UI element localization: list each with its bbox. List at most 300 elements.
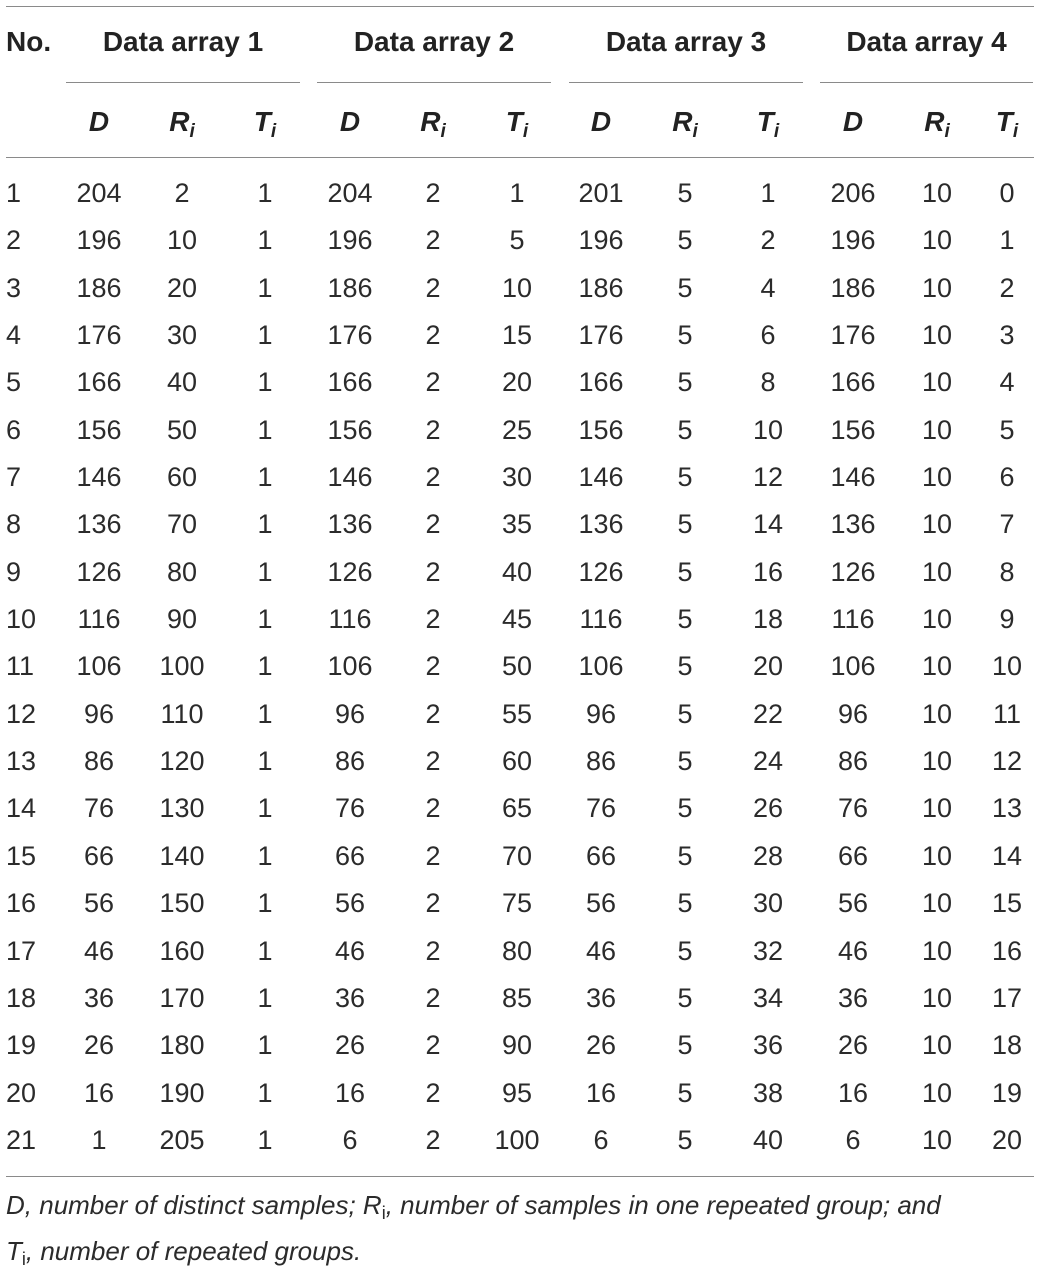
table-cell: 116 (831, 604, 875, 635)
table-cell: 1 (257, 651, 273, 682)
table-cell: 2 (425, 225, 441, 256)
row-number-cell: 16 (6, 888, 37, 919)
sub-header-symbol: D (88, 106, 110, 137)
sub-header-subscript: i (189, 121, 195, 142)
table-cell: 10 (921, 982, 953, 1013)
table-row (0, 785, 1040, 832)
footnote-d-symbol: D (6, 1190, 25, 1220)
table-cell: 30 (501, 462, 533, 493)
table-footnote (6, 1186, 1036, 1278)
table-row (0, 265, 1040, 312)
table-cell: 66 (837, 840, 869, 871)
table-cell: 204 (327, 178, 373, 208)
row-number-cell: 10 (6, 604, 37, 635)
table-cell: 2 (425, 414, 441, 445)
table-cell: 126 (76, 556, 122, 587)
table-row (0, 170, 1040, 217)
table-cell: 76 (837, 793, 869, 824)
sub-header-symbol: T (505, 106, 523, 137)
table-cell: 1 (257, 320, 273, 351)
table-cell: 76 (334, 793, 366, 824)
group-header-3: Data array 3 (605, 26, 767, 57)
table-cell: 1 (257, 272, 273, 303)
table-cell: 46 (334, 935, 366, 966)
table-cell: 5 (509, 225, 525, 256)
sub-header-r-i-group1 (142, 106, 222, 143)
table-cell: 10 (921, 1077, 953, 1108)
table-cell: 60 (166, 462, 198, 493)
table-cell: 5 (677, 509, 693, 540)
table-cell: 5 (677, 225, 693, 256)
sub-header-r-i-group3 (645, 106, 725, 143)
table-cell: 1 (257, 462, 273, 493)
table-cell: 16 (334, 1077, 366, 1108)
row-number-cell: 15 (6, 840, 37, 871)
table-cell: 1 (999, 225, 1015, 256)
table-cell: 96 (334, 698, 366, 729)
group-header-2: Data array 2 (353, 26, 515, 57)
table-cell: 5 (677, 272, 693, 303)
header-no: No. (6, 26, 52, 57)
table-cell: 2 (425, 272, 441, 303)
table-row (0, 407, 1040, 454)
row-number-cell: 2 (6, 225, 22, 256)
table-cell: 5 (677, 178, 693, 208)
row-number-cell: 13 (6, 746, 37, 777)
table-cell: 10 (921, 604, 953, 635)
row-number-cell: 11 (6, 651, 35, 682)
table-cell: 196 (578, 225, 624, 256)
table-cell: 1 (91, 1124, 107, 1155)
sub-header-d-group3 (561, 106, 641, 138)
table-cell: 1 (257, 414, 273, 445)
header-bottom-rule (6, 157, 1034, 158)
table-cell: 10 (166, 225, 198, 256)
table-cell: 2 (425, 556, 441, 587)
row-number-cell: 3 (6, 272, 22, 303)
table-cell: 10 (921, 367, 953, 398)
sub-header-d-group4 (813, 106, 893, 138)
table-row (0, 928, 1040, 975)
table-cell: 10 (921, 178, 953, 208)
table-cell: 2 (425, 840, 441, 871)
table-cell: 10 (921, 840, 953, 871)
table-cell: 70 (501, 840, 533, 871)
table-cell: 166 (76, 367, 122, 398)
table-cell: 5 (677, 935, 693, 966)
table-cell: 12 (752, 462, 784, 493)
table-cell: 2 (425, 367, 441, 398)
table-cell: 136 (327, 509, 373, 540)
table-cell: 5 (677, 746, 693, 777)
table-cell: 20 (166, 272, 198, 303)
row-number-cell: 21 (6, 1124, 37, 1155)
footnote-t-text: , number of repeated groups. (25, 1236, 362, 1266)
table-cell: 2 (425, 509, 441, 540)
table-cell: 10 (752, 414, 784, 445)
sub-header-symbol: D (842, 106, 864, 137)
table-cell: 6 (999, 462, 1015, 493)
table-cell: 10 (921, 793, 953, 824)
table-cell: 106 (578, 651, 624, 682)
table-cell: 86 (334, 746, 366, 777)
table-cell: 6 (845, 1124, 861, 1155)
table-cell: 16 (991, 935, 1023, 966)
table-cell: 186 (830, 272, 876, 303)
table-cell: 1 (257, 793, 273, 824)
table-cell: 1 (257, 888, 273, 919)
table-bottom-rule (6, 1176, 1034, 1177)
footnote-r-sub: i (381, 1203, 386, 1223)
table-cell: 1 (257, 1077, 273, 1108)
table-cell: 126 (327, 556, 373, 587)
table-cell: 76 (585, 793, 617, 824)
sub-header-t-i-group2 (477, 106, 557, 143)
table-cell: 130 (159, 793, 205, 824)
table-cell: 18 (991, 1030, 1023, 1061)
table-cell: 1 (257, 698, 273, 729)
table-cell: 2 (425, 1030, 441, 1061)
table-cell: 5 (999, 414, 1015, 445)
table-cell: 20 (501, 367, 533, 398)
footnote-t-sub: i (21, 1249, 26, 1269)
table-cell: 12 (991, 746, 1023, 777)
table-cell: 1 (257, 1124, 273, 1155)
table-cell: 186 (76, 272, 122, 303)
sub-header-t-i-group3 (728, 106, 808, 143)
table-row (0, 501, 1040, 548)
table-cell: 5 (677, 1077, 693, 1108)
table-cell: 196 (830, 225, 876, 256)
row-number-cell: 5 (6, 367, 22, 398)
table-cell: 2 (425, 462, 441, 493)
table-cell: 176 (327, 320, 373, 351)
table-cell: 86 (837, 746, 869, 777)
table-cell: 26 (752, 793, 784, 824)
table-cell: 5 (677, 698, 693, 729)
table-cell: 5 (677, 367, 693, 398)
table-cell: 106 (830, 651, 876, 682)
table-cell: 15 (991, 888, 1023, 919)
table-cell: 66 (83, 840, 115, 871)
table-cell: 10 (921, 888, 953, 919)
table-cell: 40 (166, 367, 198, 398)
table-cell: 6 (593, 1124, 609, 1155)
sub-header-symbol: D (590, 106, 612, 137)
table-row (0, 1070, 1040, 1117)
sub-header-r-i-group4 (897, 106, 977, 143)
table-cell: 14 (991, 840, 1023, 871)
table-row (0, 312, 1040, 359)
table-cell: 10 (991, 651, 1023, 682)
table-cell: 1 (257, 556, 273, 587)
table-cell: 10 (921, 935, 953, 966)
table-cell: 76 (83, 793, 115, 824)
table-cell: 2 (174, 178, 190, 208)
table-cell: 196 (327, 225, 373, 256)
table-cell: 116 (328, 604, 372, 635)
sub-header-symbol: T (253, 106, 271, 137)
table-cell: 10 (921, 509, 953, 540)
table-cell: 150 (159, 888, 205, 919)
table-cell: 160 (159, 935, 205, 966)
table-cell: 85 (501, 982, 533, 1013)
table-cell: 38 (752, 1077, 784, 1108)
table-row (0, 454, 1040, 501)
table-cell: 5 (677, 462, 693, 493)
table-cell: 30 (166, 320, 198, 351)
table-cell: 146 (327, 462, 373, 493)
table-cell: 146 (578, 462, 624, 493)
table-cell: 2 (760, 225, 776, 256)
table-cell: 7 (999, 509, 1015, 540)
table-cell: 50 (166, 414, 198, 445)
table-cell: 96 (837, 698, 869, 729)
table-cell: 80 (166, 556, 198, 587)
table-cell: 1 (257, 982, 273, 1013)
table-cell: 28 (752, 840, 784, 871)
table-cell: 56 (585, 888, 617, 919)
table-cell: 136 (578, 509, 624, 540)
table-cell: 5 (677, 604, 693, 635)
sub-header-subscript: i (440, 121, 446, 142)
table-cell: 116 (579, 604, 623, 635)
table-cell: 2 (425, 604, 441, 635)
table-cell: 136 (830, 509, 876, 540)
table-cell: 10 (921, 651, 953, 682)
table-cell: 35 (501, 509, 533, 540)
group-header-4: Data array 4 (846, 26, 1007, 57)
table-cell: 26 (83, 1030, 115, 1061)
table-cell: 100 (159, 651, 205, 682)
group-rule-4 (820, 82, 1033, 83)
table-cell: 60 (501, 746, 533, 777)
table-cell: 170 (159, 982, 205, 1013)
table-cell: 16 (83, 1077, 115, 1108)
table-row (0, 359, 1040, 406)
table-cell: 24 (752, 746, 784, 777)
table-cell: 2 (425, 746, 441, 777)
table-row (0, 691, 1040, 738)
table-cell: 10 (921, 272, 953, 303)
table-cell: 1 (257, 746, 273, 777)
table-cell: 1 (257, 935, 273, 966)
table-cell: 5 (677, 320, 693, 351)
group-header-1: Data array 1 (102, 26, 264, 57)
group-rule-3 (569, 82, 803, 83)
table-cell: 96 (585, 698, 617, 729)
table-cell: 5 (677, 793, 693, 824)
table-cell: 26 (334, 1030, 366, 1061)
row-number-cell: 9 (6, 556, 22, 587)
table-cell: 166 (578, 367, 624, 398)
row-number-cell: 20 (6, 1077, 37, 1108)
table-cell: 5 (677, 414, 693, 445)
table-cell: 90 (501, 1030, 533, 1061)
table-cell: 86 (83, 746, 115, 777)
table-cell: 10 (921, 1030, 953, 1061)
table-cell: 8 (999, 556, 1015, 587)
table-cell: 46 (837, 935, 869, 966)
sub-header-symbol: R (924, 106, 945, 137)
table-cell: 26 (585, 1030, 617, 1061)
table-cell: 5 (677, 982, 693, 1013)
table-cell: 110 (160, 698, 204, 729)
table-cell: 1 (257, 367, 273, 398)
table-cell: 10 (921, 1124, 953, 1155)
footnote-d-text: , number of distinct samples; (24, 1190, 363, 1220)
table-row (0, 738, 1040, 785)
table-row (0, 833, 1040, 880)
row-number-cell: 19 (6, 1030, 37, 1061)
table-cell: 16 (837, 1077, 869, 1108)
table-cell: 120 (159, 746, 205, 777)
table-cell: 46 (83, 935, 115, 966)
table-cell: 1 (257, 840, 273, 871)
table-cell: 10 (921, 746, 953, 777)
table-cell: 16 (585, 1077, 617, 1108)
table-cell: 17 (991, 982, 1023, 1013)
sub-header-d-group2 (310, 106, 390, 138)
table-cell: 206 (830, 178, 876, 208)
table-cell: 2 (425, 793, 441, 824)
table-cell: 1 (760, 178, 776, 208)
table-cell: 180 (159, 1030, 205, 1061)
table-row (0, 880, 1040, 927)
table-cell: 90 (166, 604, 198, 635)
table-cell: 4 (999, 367, 1015, 398)
sub-header-r-i-group2 (393, 106, 473, 143)
sub-header-subscript: i (1012, 121, 1019, 142)
table-row (0, 975, 1040, 1022)
group-rule-1 (66, 82, 300, 83)
sub-header-symbol: T (756, 106, 774, 137)
table-cell: 26 (837, 1030, 869, 1061)
footnote-r-text: , number of samples in one repeated group; and (385, 1190, 941, 1220)
table-cell: 40 (501, 556, 533, 587)
table-cell: 50 (501, 651, 533, 682)
row-number-cell: 7 (6, 462, 22, 493)
table-cell: 106 (327, 651, 373, 682)
table-cell: 176 (578, 320, 624, 351)
table-cell: 190 (159, 1077, 205, 1108)
table-cell: 196 (76, 225, 122, 256)
table-cell: 34 (752, 982, 784, 1013)
row-number-cell: 1 (6, 178, 22, 208)
table-cell: 5 (677, 1124, 693, 1155)
table-cell: 2 (999, 272, 1015, 303)
sub-header-symbol: R (420, 106, 441, 137)
table-cell: 2 (425, 651, 441, 682)
table-cell: 166 (327, 367, 373, 398)
table-cell: 156 (578, 414, 624, 445)
table-cell: 1 (257, 178, 273, 208)
table-cell: 146 (76, 462, 122, 493)
table-cell: 95 (501, 1077, 533, 1108)
sub-header-symbol: D (339, 106, 361, 137)
table-cell: 10 (921, 320, 953, 351)
table-cell: 11 (992, 698, 1022, 729)
footnote-r-symbol: R (362, 1190, 382, 1220)
table-cell: 1 (509, 178, 525, 208)
sub-header-subscript: i (692, 121, 698, 142)
table-cell: 156 (76, 414, 122, 445)
table-cell: 66 (334, 840, 366, 871)
table-cell: 16 (752, 556, 784, 587)
table-cell: 1 (257, 604, 273, 635)
table-cell: 5 (677, 840, 693, 871)
table-cell: 166 (830, 367, 876, 398)
table-cell: 32 (752, 935, 784, 966)
sub-header-t-i-group1 (225, 106, 305, 143)
table-cell: 36 (585, 982, 617, 1013)
table-cell: 14 (752, 509, 784, 540)
table-cell: 4 (760, 272, 776, 303)
table-cell: 2 (425, 935, 441, 966)
table-cell: 2 (425, 320, 441, 351)
sub-header-subscript: i (270, 121, 277, 142)
row-number-cell: 17 (6, 935, 37, 966)
table-cell: 186 (327, 272, 373, 303)
table-cell: 156 (327, 414, 373, 445)
table-cell: 201 (578, 178, 624, 208)
table-cell: 126 (830, 556, 876, 587)
table-cell: 10 (921, 556, 953, 587)
sub-header-symbol: R (672, 106, 693, 137)
table-cell: 10 (921, 414, 953, 445)
table-cell: 10 (921, 462, 953, 493)
sub-header-d-group1 (59, 106, 139, 138)
sub-header-symbol: R (169, 106, 190, 137)
row-number-cell: 8 (6, 509, 22, 540)
table-cell: 2 (425, 698, 441, 729)
table-cell: 140 (159, 840, 205, 871)
table-cell: 22 (752, 698, 784, 729)
table-cell: 6 (342, 1124, 358, 1155)
table-cell: 106 (76, 651, 122, 682)
table-body (0, 170, 1040, 1164)
table-cell: 156 (830, 414, 876, 445)
table-cell: 2 (425, 1077, 441, 1108)
table-cell: 8 (760, 367, 776, 398)
table-cell: 56 (837, 888, 869, 919)
footnote-t-symbol: T (6, 1236, 22, 1266)
table-cell: 205 (159, 1124, 205, 1155)
table-cell: 204 (76, 178, 122, 208)
table-cell: 146 (830, 462, 876, 493)
table-cell: 46 (585, 935, 617, 966)
table-cell: 10 (921, 225, 953, 256)
table-row (0, 643, 1040, 690)
table-cell: 36 (752, 1030, 784, 1061)
sub-header-subscript: i (522, 121, 529, 142)
table-cell: 40 (752, 1124, 784, 1155)
table-cell: 3 (999, 320, 1015, 351)
table-cell: 45 (501, 604, 533, 635)
table-cell: 18 (752, 604, 784, 635)
table-cell: 56 (83, 888, 115, 919)
table-cell: 2 (425, 982, 441, 1013)
table-cell: 20 (991, 1124, 1023, 1155)
table-cell: 56 (334, 888, 366, 919)
table-cell: 10 (921, 698, 953, 729)
table-cell: 96 (83, 698, 115, 729)
table-cell: 136 (76, 509, 122, 540)
table-top-rule (6, 6, 1034, 7)
table-cell: 2 (425, 888, 441, 919)
sub-header-symbol: T (995, 106, 1013, 137)
table-cell: 5 (677, 556, 693, 587)
